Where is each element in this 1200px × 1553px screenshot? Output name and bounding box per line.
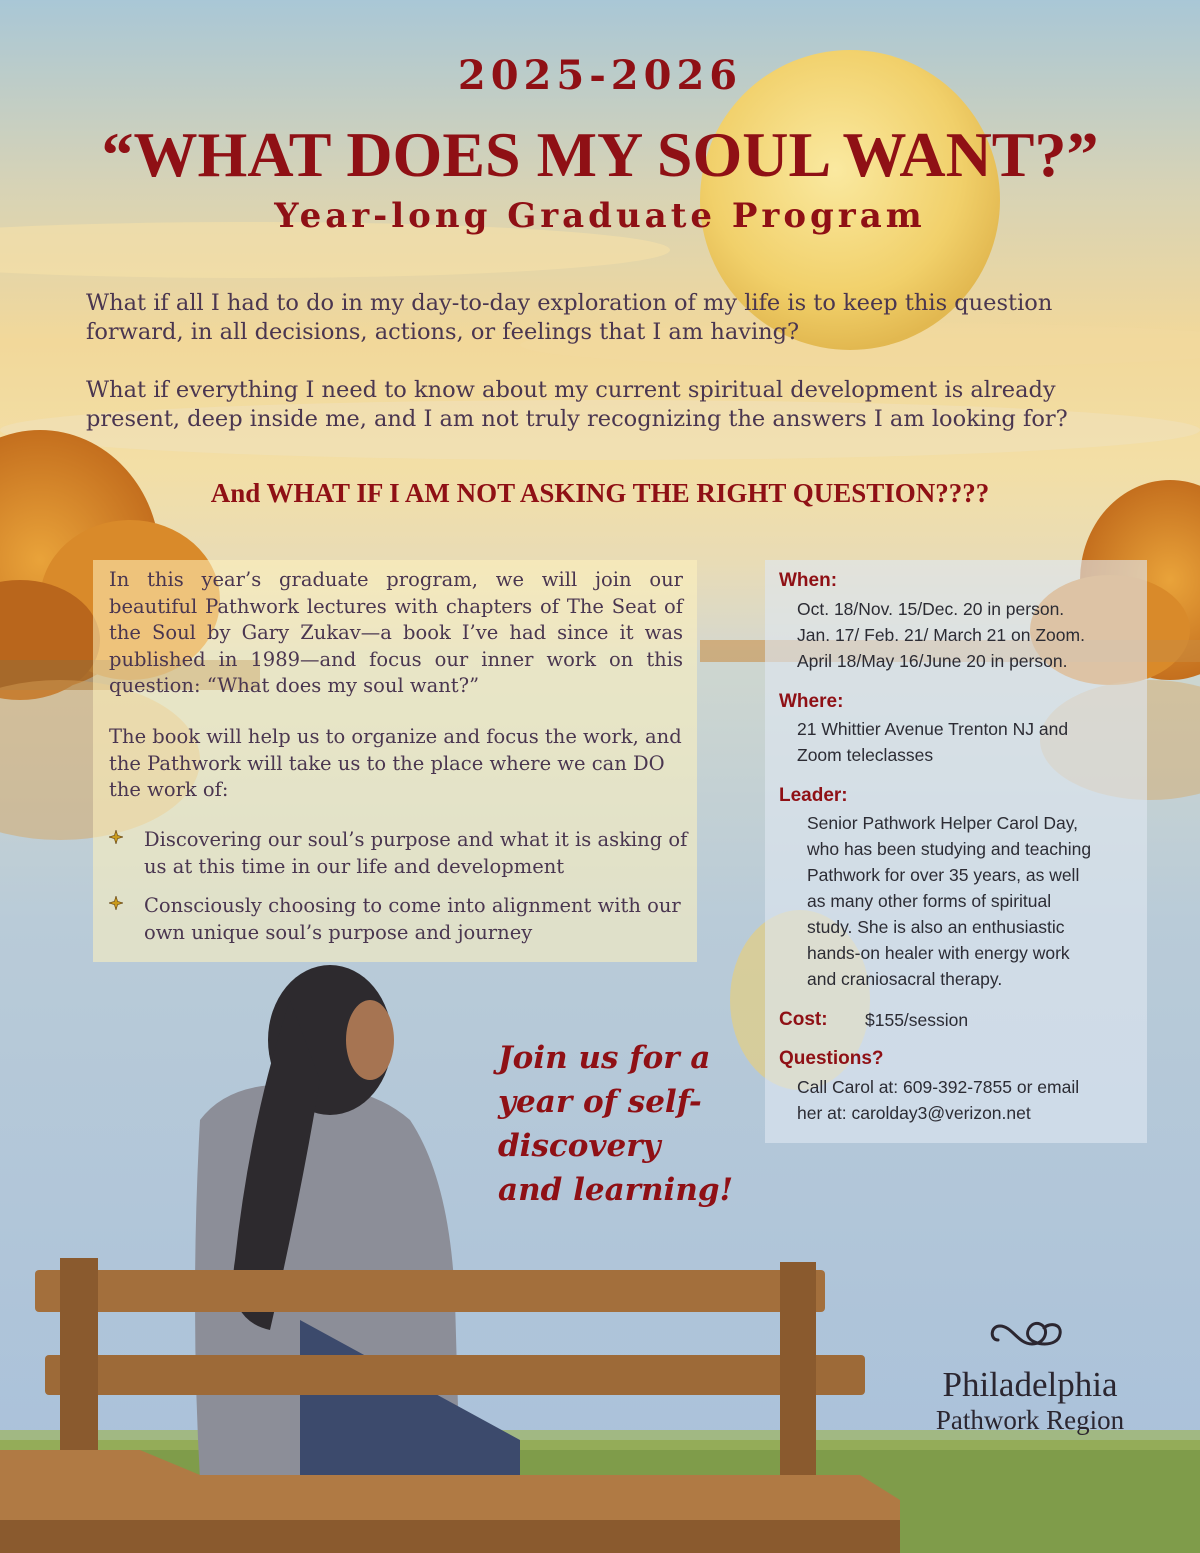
join-line: year of self- [498, 1084, 702, 1120]
program-year: 2025-2026 [457, 52, 743, 99]
program-title: “WHAT DOES MY SOUL WANT?” [101, 119, 1099, 190]
when-line: Jan. 17/ Feb. 21/ March 21 on Zoom. [797, 625, 1085, 645]
contact-line: her at: carolday3@verizon.net [797, 1103, 1031, 1123]
key-question: And WHAT IF I AM NOT ASKING THE RIGHT QUESTION???? [210, 478, 990, 508]
where-line: 21 Whittier Avenue Trenton NJ and [797, 719, 1069, 739]
cost-value: $155/session [865, 1010, 969, 1030]
intro-paragraph-2: What if everything I need to know about my current spiritual development is already present, deep inside me, and I am not truly recognizing the answers I am looking for? [86, 377, 1068, 432]
leader-line: hands-on healer with energy work [807, 943, 1070, 963]
when-line: Oct. 18/Nov. 15/Dec. 20 in person. [797, 599, 1065, 619]
leader-line: study. She is also an enthusiastic [807, 917, 1065, 937]
program-paragraph-1: In this year’s graduate program, we will join our beautiful Pathwork lectures with chapters of The Seat of the Soul by Gary Zukav—a book I’ve had since it was published in 1989—and focus our inner work on this question: “What does my soul want?” [109, 568, 683, 697]
contact-line: Call Carol at: 609-392-7855 or email [797, 1077, 1080, 1097]
leader-label: Leader: [779, 785, 848, 806]
join-us-callout [498, 1036, 778, 1212]
logo-name: Philadelphia [942, 1365, 1118, 1404]
leader-line: as many other forms of spiritual [807, 891, 1052, 911]
list-item [109, 893, 689, 946]
cost-label: Cost: [779, 1009, 828, 1030]
leader-line: who has been studying and teaching [807, 839, 1092, 859]
when-label: When: [779, 570, 838, 591]
sparkle-bullet-icon [109, 896, 123, 910]
where-line: Zoom teleclasses [797, 745, 934, 765]
join-line: Join us for a [498, 1040, 711, 1076]
join-line: discovery [498, 1128, 661, 1164]
intro-paragraph-1: What if all I had to do in my day-to-day exploration of my life is to keep this question forward, in all decisions, actions, or feelings that I am having? [86, 290, 1053, 345]
bullet-text: Consciously choosing to come into alignment with our own unique soul’s purpose and journey [144, 894, 681, 944]
logo-subtitle: Pathwork Region [935, 1405, 1125, 1435]
program-paragraph-2: The book will help us to organize and focus the work, and the Pathwork will take us to the place where we can DO the work of: [109, 725, 682, 801]
leader-line: Senior Pathwork Helper Carol Day, [807, 813, 1079, 833]
bullet-text: Discovering our soul’s purpose and what it is asking of us at this time in our life and development [144, 828, 688, 878]
sparkle-bullet-icon [109, 830, 123, 844]
list-item [109, 827, 689, 880]
when-line: April 18/May 16/June 20 in person. [797, 651, 1068, 671]
join-line: and learning! [498, 1172, 734, 1208]
leader-line: Pathwork for over 35 years, as well [807, 865, 1080, 885]
infinity-knot-icon [988, 1318, 1068, 1352]
leader-line: and craniosacral therapy. [807, 969, 1003, 989]
program-subtitle: Year-long Graduate Program [274, 196, 926, 236]
questions-label: Questions? [779, 1048, 884, 1069]
where-label: Where: [779, 691, 844, 712]
